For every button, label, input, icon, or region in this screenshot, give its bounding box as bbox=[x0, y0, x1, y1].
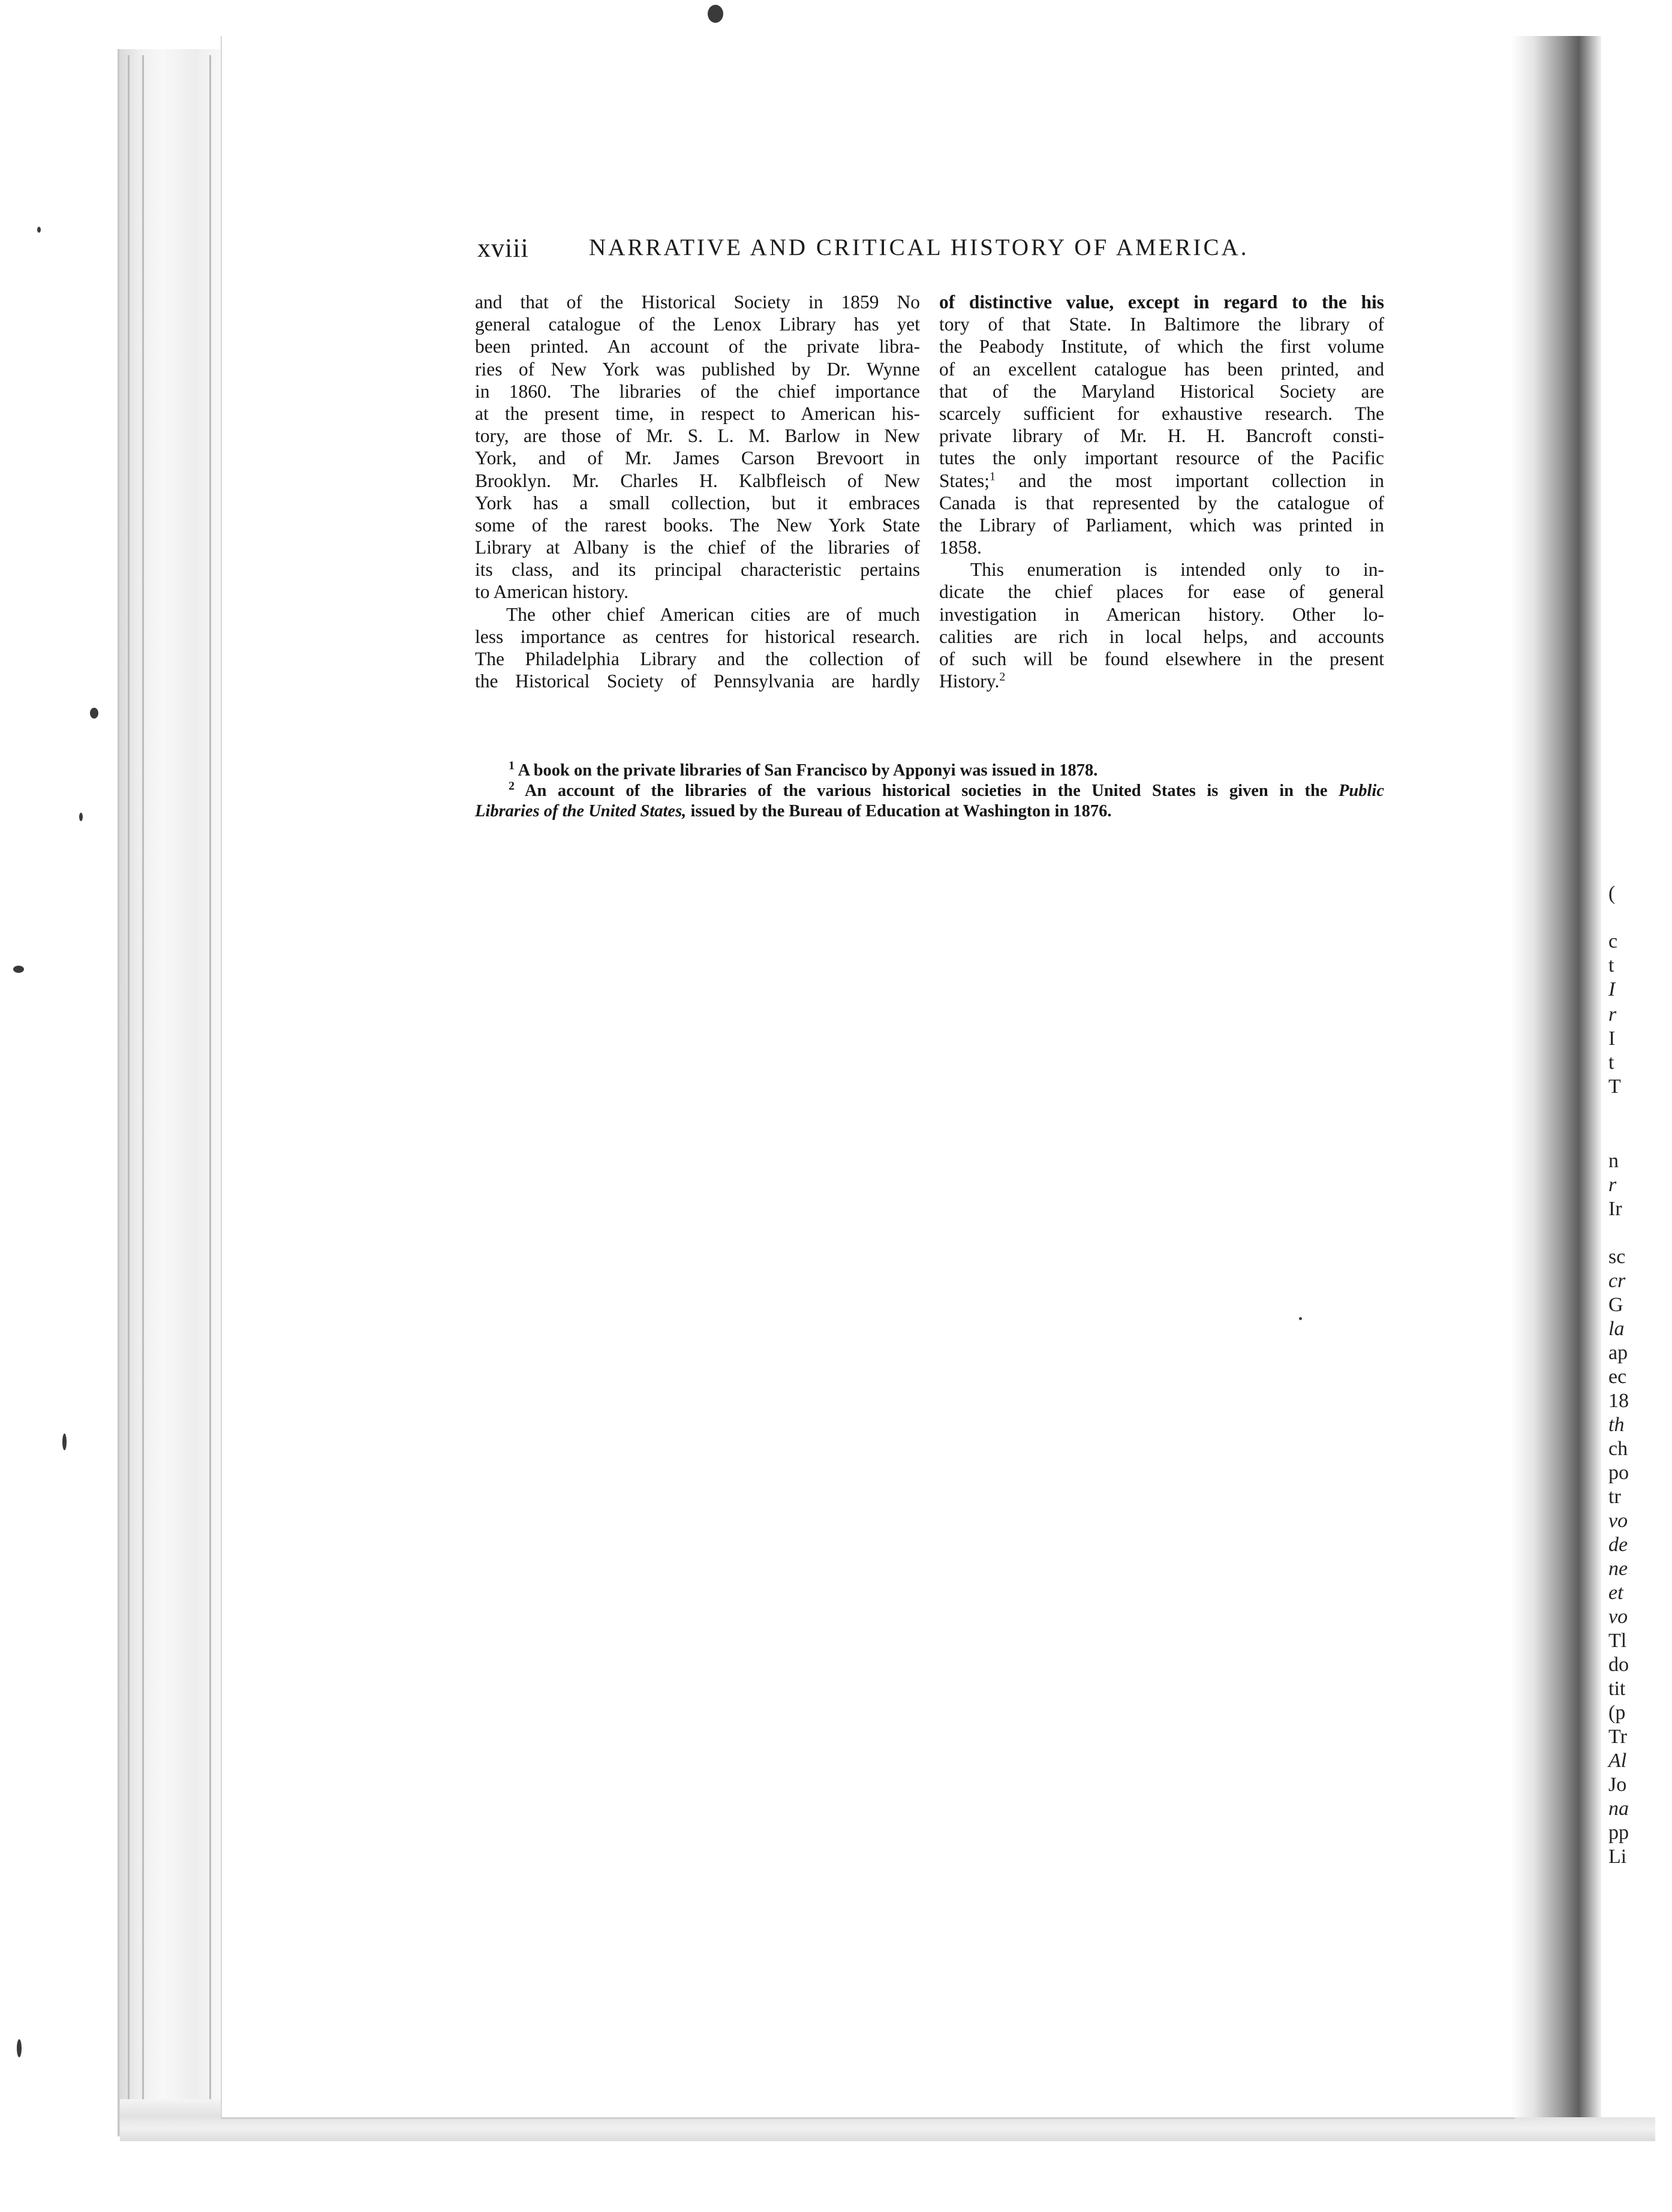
text-line bbox=[939, 470, 1384, 492]
facing-text: cr bbox=[1608, 1270, 1626, 1292]
text-line: some of the rarest books. The New York State bbox=[475, 514, 920, 536]
facing-text: sc bbox=[1608, 1246, 1626, 1268]
text-line: of an excellent catalogue has been printed, and bbox=[939, 358, 1384, 380]
scan-speck bbox=[1299, 1317, 1302, 1320]
text-line: been printed. An account of the private libra- bbox=[475, 336, 920, 357]
facing-text: Al bbox=[1608, 1750, 1627, 1772]
text-line: at the present time, in respect to American his- bbox=[475, 402, 920, 424]
facing-text: n bbox=[1608, 1150, 1619, 1172]
page-number: xviii bbox=[477, 233, 529, 263]
text-line: the Peabody Institute, of which the first volume bbox=[939, 336, 1384, 357]
facing-text: r bbox=[1608, 1174, 1617, 1196]
footnote-italic-title: Libraries of the United States, bbox=[475, 802, 687, 821]
facing-text: 18 bbox=[1608, 1390, 1629, 1412]
facing-text: t bbox=[1608, 954, 1614, 976]
text-line: calities are rich in local helps, and accounts bbox=[939, 626, 1384, 647]
footnote-marker: 1 bbox=[509, 759, 515, 773]
facing-text: la bbox=[1608, 1318, 1625, 1340]
facing-text: Ir bbox=[1608, 1198, 1622, 1220]
facing-text: de bbox=[1608, 1534, 1628, 1556]
footnote-1 bbox=[475, 761, 1384, 781]
text-line: scarcely sufficient for exhaustive research. The bbox=[939, 402, 1384, 424]
facing-page-fragment bbox=[1601, 36, 1672, 2117]
text-line: less importance as centres for historical research. bbox=[475, 626, 920, 647]
text-line: Library at Albany is the chief of the libraries of bbox=[475, 537, 920, 558]
scan-speck bbox=[62, 1433, 67, 1450]
text-line: of such will be found elsewhere in the present bbox=[939, 648, 1384, 669]
facing-text: r bbox=[1608, 1003, 1617, 1026]
facing-text: Tr bbox=[1608, 1726, 1627, 1748]
facing-text: ch bbox=[1608, 1438, 1628, 1460]
text-line: This enumeration is intended only to in- bbox=[970, 559, 1384, 581]
running-head bbox=[477, 233, 1281, 269]
footnote-ref: 1 bbox=[990, 470, 996, 483]
text-line: to American history. bbox=[475, 581, 629, 603]
text-run: and the most important collection in bbox=[996, 470, 1384, 491]
footnote-2-line-2 bbox=[475, 801, 1384, 822]
page-edge-line bbox=[142, 55, 144, 2130]
facing-text: ap bbox=[1608, 1342, 1628, 1364]
text-line: tutes the only important resource of the Pacific bbox=[939, 447, 1384, 469]
facing-text: tit bbox=[1608, 1678, 1626, 1700]
scan-speck bbox=[79, 813, 83, 821]
text-line: and that of the Historical Society in 1859 No bbox=[475, 291, 920, 312]
facing-text: et bbox=[1608, 1582, 1623, 1604]
text-line: the Library of Parliament, which was printed in bbox=[939, 514, 1384, 536]
scan-speck bbox=[708, 5, 723, 23]
text-line: Brooklyn. Mr. Charles H. Kalbfleisch of New bbox=[475, 470, 920, 491]
text-line: ries of New York was published by Dr. Wynne bbox=[475, 358, 920, 380]
text-line: the Historical Society of Pennsylvania are hardly bbox=[475, 671, 920, 692]
page-edge-line bbox=[209, 55, 211, 2130]
page-stack-left-edge bbox=[118, 49, 227, 2136]
footnote-2-line-1 bbox=[475, 781, 1384, 801]
text-line bbox=[939, 670, 1384, 692]
footnote-text: An account of the libraries of the various historical societies in the United States is given in the bbox=[524, 782, 1328, 800]
text-line: in 1860. The libraries of the chief importance bbox=[475, 380, 920, 402]
running-title: NARRATIVE AND CRITICAL HISTORY OF AMERICA. bbox=[589, 235, 1249, 260]
text-line: The Philadelphia Library and the collection of bbox=[475, 648, 920, 669]
scan-speck bbox=[17, 2039, 22, 2057]
scan-speck bbox=[90, 708, 98, 719]
footnote-italic-title: Public bbox=[1339, 782, 1384, 800]
facing-text: Li bbox=[1608, 1846, 1627, 1868]
scan-speck bbox=[13, 966, 24, 973]
facing-text: ( bbox=[1608, 882, 1616, 904]
text-run: History. bbox=[939, 671, 1000, 692]
facing-text: na bbox=[1608, 1798, 1629, 1820]
footnote-text: A book on the private libraries of San Francisco by Apponyi was issued in 1878. bbox=[518, 761, 1098, 780]
footnotes bbox=[475, 761, 1384, 822]
facing-text: G bbox=[1608, 1294, 1623, 1316]
facing-text: th bbox=[1608, 1414, 1625, 1436]
text-line: tory of that State. In Baltimore the library of bbox=[939, 314, 1384, 335]
page-edge-line bbox=[128, 55, 130, 2130]
footnote-marker: 2 bbox=[509, 779, 515, 793]
text-line: dicate the chief places for ease of general bbox=[939, 581, 1384, 603]
left-text-column bbox=[475, 291, 920, 692]
facing-text: c bbox=[1608, 930, 1618, 952]
facing-text: vo bbox=[1608, 1606, 1628, 1628]
facing-text: ec bbox=[1608, 1366, 1627, 1388]
facing-text: (p bbox=[1608, 1702, 1626, 1724]
facing-text: Tl bbox=[1608, 1630, 1627, 1652]
text-line: York, and of Mr. James Carson Brevoort in bbox=[475, 447, 920, 469]
facing-text: vo bbox=[1608, 1510, 1628, 1532]
footnote-text: issued by the Bureau of Education at Washington in 1876. bbox=[690, 802, 1112, 821]
facing-text: T bbox=[1608, 1075, 1621, 1098]
text-line: The other chief American cities are of much bbox=[506, 603, 920, 625]
scan-speck bbox=[37, 227, 41, 233]
facing-text: tr bbox=[1608, 1486, 1621, 1508]
text-line: its class, and its principal characteristic pertains bbox=[475, 559, 920, 581]
footnote-ref: 2 bbox=[999, 670, 1006, 684]
text-run: States; bbox=[939, 470, 990, 491]
facing-text: ne bbox=[1608, 1558, 1628, 1580]
text-line: Canada is that represented by the catalogue of bbox=[939, 492, 1384, 513]
right-text-column bbox=[939, 291, 1384, 692]
facing-text: pp bbox=[1608, 1822, 1629, 1844]
facing-text: Jo bbox=[1608, 1774, 1627, 1796]
facing-text: t bbox=[1608, 1051, 1614, 1074]
facing-text: I bbox=[1608, 978, 1616, 1000]
facing-text: do bbox=[1608, 1654, 1629, 1676]
text-line: 1858. bbox=[939, 537, 982, 558]
text-line: general catalogue of the Lenox Library has yet bbox=[475, 314, 920, 335]
text-line: that of the Maryland Historical Society are bbox=[939, 380, 1384, 402]
text-line: of distinctive value, except in regard to the his bbox=[939, 291, 1384, 312]
text-line: York has a small collection, but it embraces bbox=[475, 492, 920, 513]
facing-text: po bbox=[1608, 1462, 1629, 1484]
text-line: private library of Mr. H. H. Bancroft consti- bbox=[939, 425, 1384, 447]
gutter-shadow bbox=[1511, 36, 1601, 2117]
text-line: investigation in American history. Other lo- bbox=[939, 603, 1384, 625]
text-line: tory, are those of Mr. S. L. M. Barlow in New bbox=[475, 425, 920, 447]
facing-text: I bbox=[1608, 1027, 1616, 1050]
